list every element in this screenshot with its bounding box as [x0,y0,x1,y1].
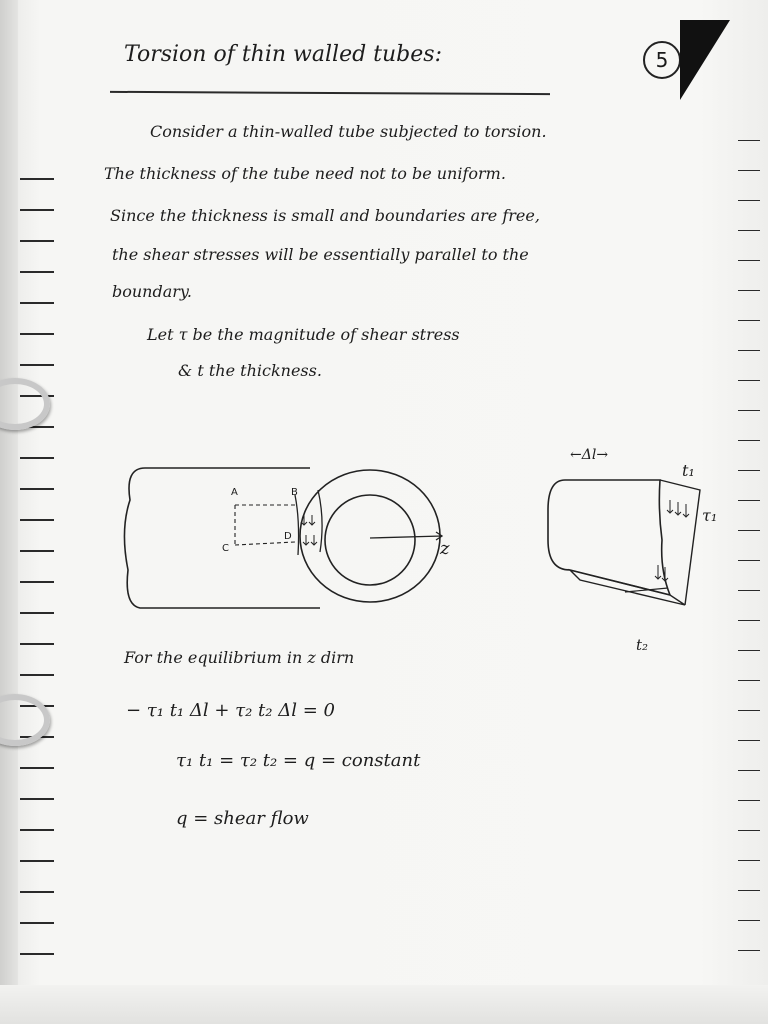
margin-tick [20,364,54,366]
margin-tick [20,178,54,180]
text-line: Since the thickness is small and boundaries are free, [110,206,540,225]
margin-tick [20,860,54,862]
equation-1: − τ₁ t₁ Δl + τ₂ t₂ Δl = 0 [126,700,335,721]
margin-tick [738,770,760,771]
margin-tick [20,767,54,769]
margin-tick [20,488,54,490]
title-underline [110,91,550,95]
label-tau1: τ₁ [702,506,718,525]
page-title: Torsion of thin walled tubes: [124,42,442,67]
text-line: Let τ be the magnitude of shear stress [147,325,460,344]
margin-tick [20,829,54,831]
label-c: C [222,543,229,554]
label-t1: t₁ [682,461,695,480]
margin-tick [20,612,54,614]
label-delta-l: ←Δl→ [570,447,609,463]
margin-tick [738,440,760,441]
margin-tick [738,140,760,141]
margin-tick [738,530,760,531]
equation-3: q = shear flow [176,808,309,829]
margin-tick [20,798,54,800]
label-a: A [231,487,238,498]
margin-tick [20,953,54,955]
margin-tick [738,740,760,741]
margin-tick [738,950,760,951]
margin-tick [738,410,760,411]
label-d: D [284,531,292,542]
label-t2: t₂ [636,636,649,654]
margin-tick [20,333,54,335]
margin-tick [738,710,760,711]
page-bottom-edge [0,985,768,1024]
margin-tick [20,209,54,211]
margin-tick [738,230,760,231]
binder-ring [0,694,50,746]
corner-marker [680,20,730,100]
margin-tick [20,302,54,304]
margin-tick [738,350,760,351]
element-diagram [540,470,700,620]
text-line: & t the thickness. [178,361,322,380]
text-line: boundary. [112,282,192,301]
margin-tick [738,890,760,891]
margin-tick [738,680,760,681]
margin-tick [738,290,760,291]
page-number: 5 [643,41,681,79]
text-line: the shear stresses will be essentially parallel to the [112,245,529,264]
margin-tick [738,470,760,471]
margin-tick [738,170,760,171]
margin-tick [738,830,760,831]
text-line: Consider a thin-walled tube subjected to torsion. [150,122,547,141]
margin-tick [20,550,54,552]
margin-tick [738,650,760,651]
margin-tick [20,922,54,924]
margin-tick [738,500,760,501]
binder-ring [0,378,50,430]
margin-tick [738,380,760,381]
margin-tick [738,800,760,801]
label-z-axis: z [440,538,450,559]
margin-tick [20,519,54,521]
margin-tick [20,581,54,583]
margin-tick [738,260,760,261]
margin-tick [738,320,760,321]
equilibrium-intro: For the equilibrium in z dirn [124,648,355,667]
margin-tick [738,920,760,921]
margin-tick [20,271,54,273]
margin-tick [20,891,54,893]
margin-tick [738,560,760,561]
binding-strip [0,0,18,1024]
equation-2: τ₁ t₁ = τ₂ t₂ = q = constant [176,750,421,771]
margin-tick [738,860,760,861]
label-b: B [291,487,298,498]
margin-tick [20,457,54,459]
margin-tick [738,200,760,201]
margin-tick [738,620,760,621]
text-line: The thickness of the tube need not to be uniform. [104,164,506,183]
margin-tick [20,643,54,645]
margin-tick [20,674,54,676]
margin-tick [738,590,760,591]
margin-tick [20,240,54,242]
